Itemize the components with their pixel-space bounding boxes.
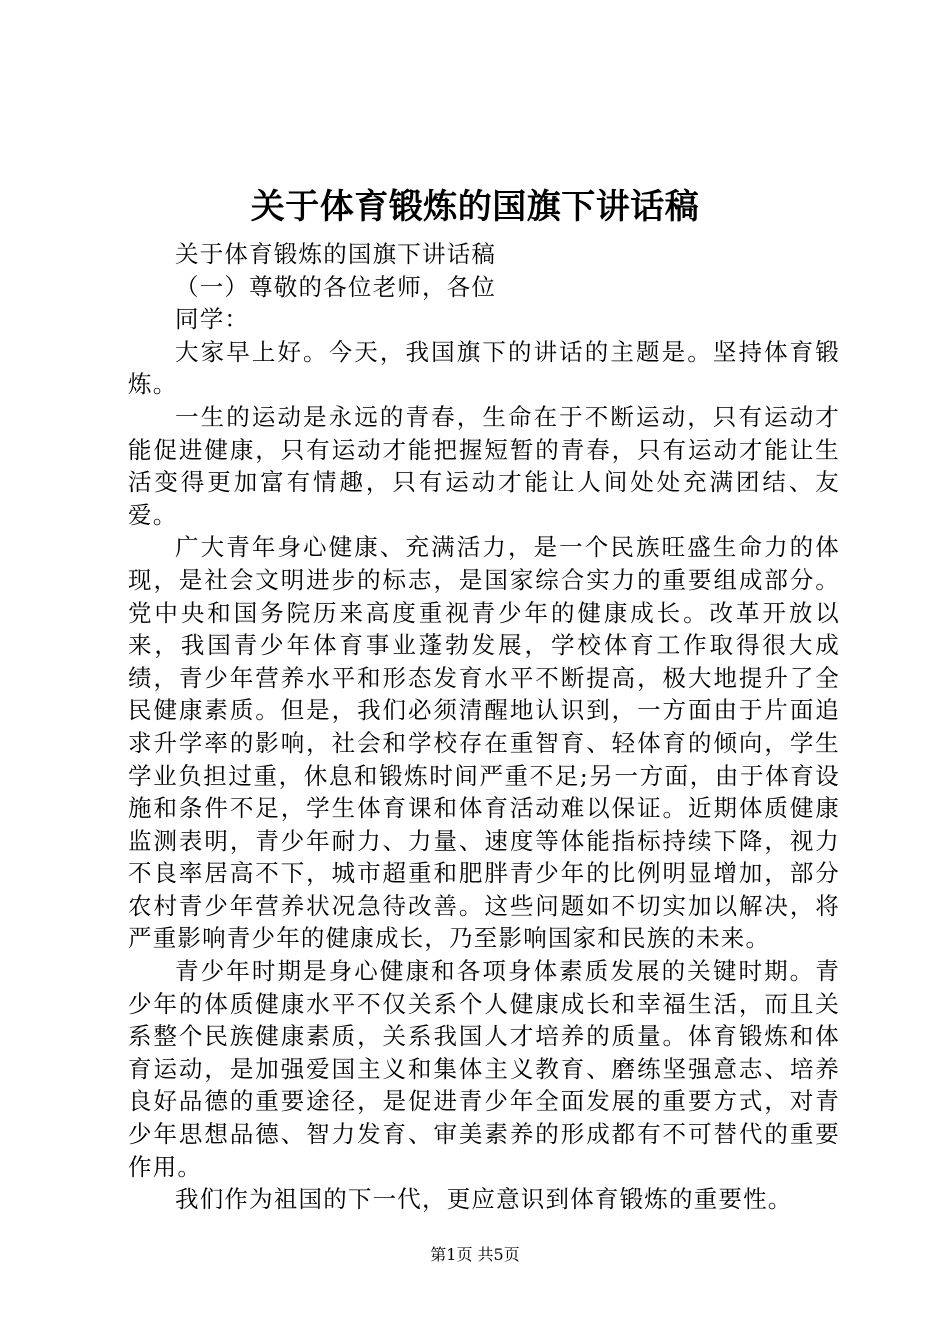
- body-paragraph: 大家早上好。今天，我国旗下的讲话的主题是。坚持体育锻炼。: [128, 337, 840, 399]
- body-paragraph: 我们作为祖国的下一代，更应意识到体育锻炼的重要性。: [175, 1185, 793, 1214]
- body-paragraph: 关于体育锻炼的国旗下讲话稿: [175, 240, 497, 268]
- body-paragraph: 同学：: [175, 305, 250, 334]
- body-paragraph: 一生的运动是永远的青春，生命在于不断运动，只有运动才能促进健康，只有运动才能把握短暂的青春，只有运动才能让生活变得更加富有情趣，只有运动才能让人间处处充满团结、友爱。: [128, 402, 840, 529]
- body-paragraph: （一）尊敬的各位老师，各位: [175, 272, 497, 301]
- body-paragraph: 广大青年身心健康、充满活力，是一个民族旺盛生命力的体现，是社会文明进步的标志，是国家综合实力的重要组成部分。党中央和国务院历来高度重视青少年的健康成长。改革开放以来，我国青少年体育事业蓬勃发展，学校体育工作取得很大成绩，青少年营养水平和形态发育水平不断提高，极大地提升了全民健康素质。但是，我们必须清醒地认识到，一方面由于片面追求升学率的影响，社会和学校存在重智育、轻体育的倾向，学生学业负担过重，休息和锻炼时间严重不足;另一方面，由于体育设施和条件不足，学生体育课和体育活动难以保证。近期体质健康监测表明，青少年耐力、力量、速度等体能指标持续下降，视力不良率居高不下，城市超重和肥胖青少年的比例明显增加，部分农村青少年营养状况急待改善。这些问题如不切实加以解决，将严重影响青少年的健康成长，乃至影响国家和民族的未来。: [128, 533, 840, 953]
- document-title: 关于体育锻炼的国旗下讲话稿: [250, 187, 700, 227]
- body-paragraph: 青少年时期是身心健康和各项身体素质发展的关键时期。青少年的体质健康水平不仅关系个人健康成长和幸福生活，而且关系整个民族健康素质，关系我国人才培养的质量。体育锻炼和体育运动，是加强爱国主义和集体主义教育、磨练坚强意志、培养良好品德的重要途径，是促进青少年全面发展的重要方式，对青少年思想品德、智力发育、审美素养的形成都有不可替代的重要作用。: [128, 957, 840, 1181]
- document-body: [128, 238, 840, 1216]
- page-footer: 第1页 共5页: [430, 1245, 520, 1264]
